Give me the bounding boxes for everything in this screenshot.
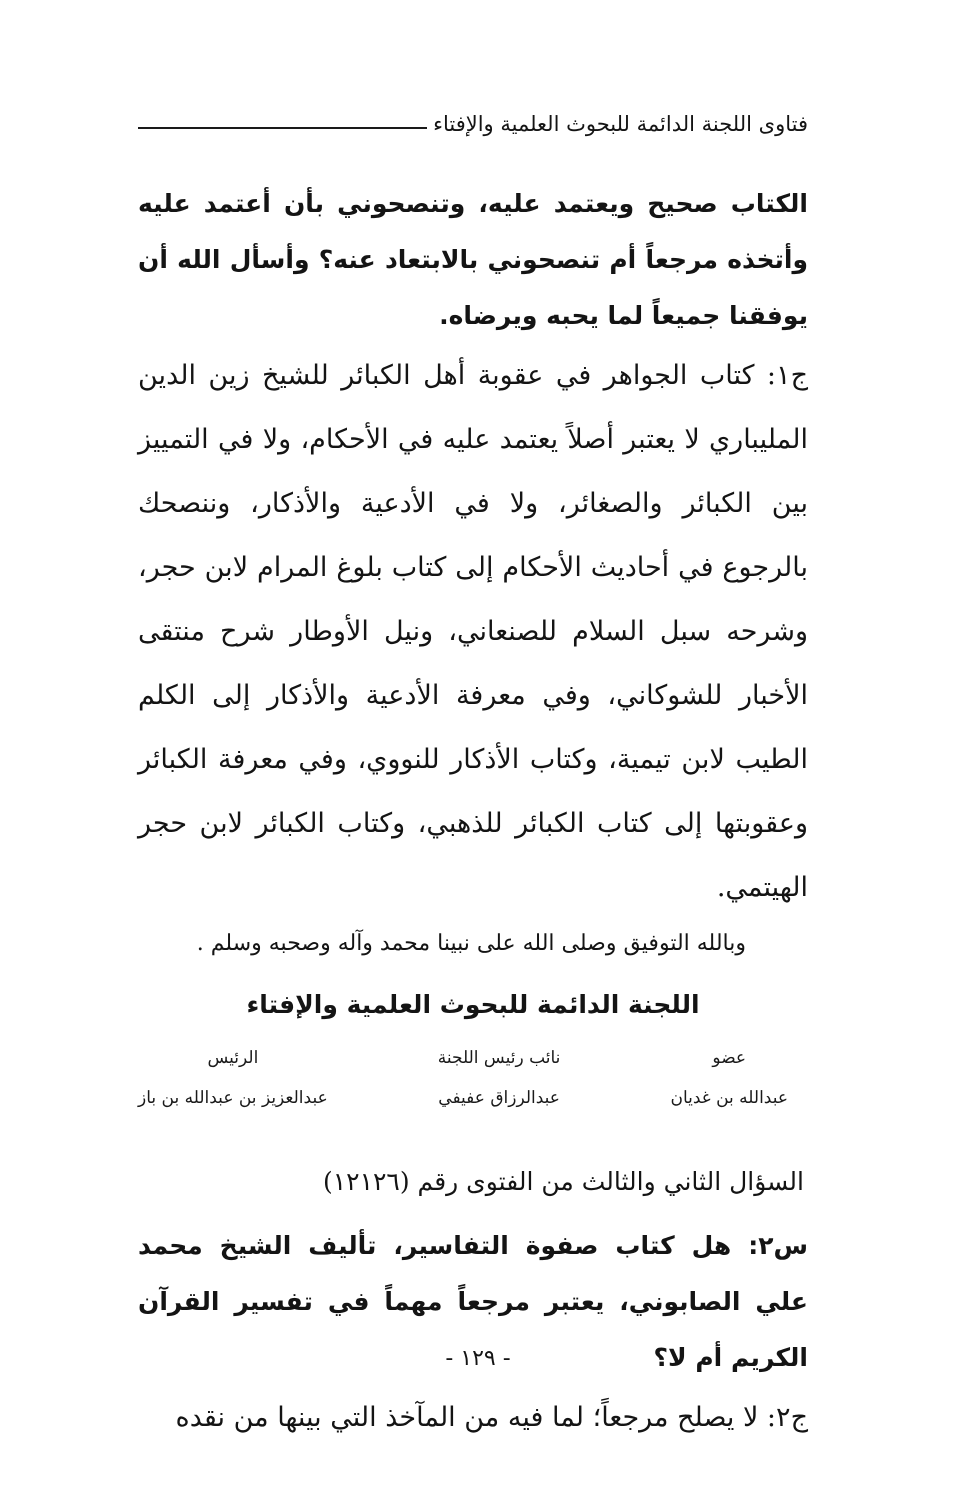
question2-paragraph: س٢: هل كتاب صفوة التفاسير، تأليف الشيخ محمد علي الصابوني، يعتبر مرجعاً مهماً في تفسير القرآن الكريم أم لا؟: [138, 1231, 808, 1372]
member-vice-president: [438, 1038, 561, 1118]
closing-line: وبالله التوفيق وصلى الله على نبينا محمد وآله وصحبه وسلم .: [196, 931, 746, 956]
member-title: نائب رئيس اللجنة: [437, 1048, 561, 1068]
member-name: عبدالرزاق عفيفي: [438, 1088, 560, 1108]
member-title: عضو: [712, 1048, 747, 1068]
member-member: [670, 1038, 788, 1118]
member-name: عبدالعزيز بن عبدالله بن باز: [138, 1088, 328, 1108]
page-content: [138, 176, 808, 1450]
member-president: [138, 1038, 328, 1118]
answer2-paragraph: ج٢: لا يصلح مرجعاً؛ لما فيه من المآخذ التي بينها من نقده: [175, 1402, 808, 1433]
member-name: عبدالله بن غديان: [670, 1088, 788, 1108]
page-number: - ١٢٩ -: [445, 1346, 511, 1371]
fatwa-section-heading: السؤال الثاني والثالث من الفتوى رقم (١٢١٢٦): [322, 1167, 804, 1196]
header-rule: [138, 127, 427, 129]
committee-name: اللجنة الدائمة للبحوث العلمية والإفتاء: [246, 990, 700, 1019]
committee-members: [138, 1038, 808, 1118]
member-title: الرئيس: [207, 1048, 259, 1068]
answer1-paragraph: ج١: كتاب الجواهر في عقوبة أهل الكبائر للشيخ زين الدين المليباري لا يعتبر أصلاً يعتمد عليه في الأحكام، ولا في التمييز بين الكبائر والصغائر، ولا في الأدعية والأذكار، وننصحك بالرجوع في أحاديث الأحكام إلى كتاب بلوغ المرام لابن حجر، وشرحه سبل السلام للصنعاني، ونيل الأوطار شرح منتقى الأخبار للشوكاني، وفي معرفة الأدعية والأذكار إلى الكلم الطيب لابن تيمية، وكتاب الأذكار للنووي، وفي معرفة الكبائر وعقوبتها إلى كتاب الكبائر للذهبي، وكتاب الكبائر لابن حجر الهيتمي.: [138, 360, 808, 903]
question1-continuation: الكتاب صحيح ويعتمد عليه، وتنصحوني بأن أعتمد عليه وأتخذه مرجعاً أم تنصحوني بالابتعاد عنه؟ وأسأل الله أن يوفقنا جميعاً لما يحبه ويرضاه.: [138, 189, 808, 330]
running-title: فتاوى اللجنة الدائمة للبحوث العلمية والإفتاء: [433, 112, 808, 136]
running-header: [138, 112, 808, 136]
